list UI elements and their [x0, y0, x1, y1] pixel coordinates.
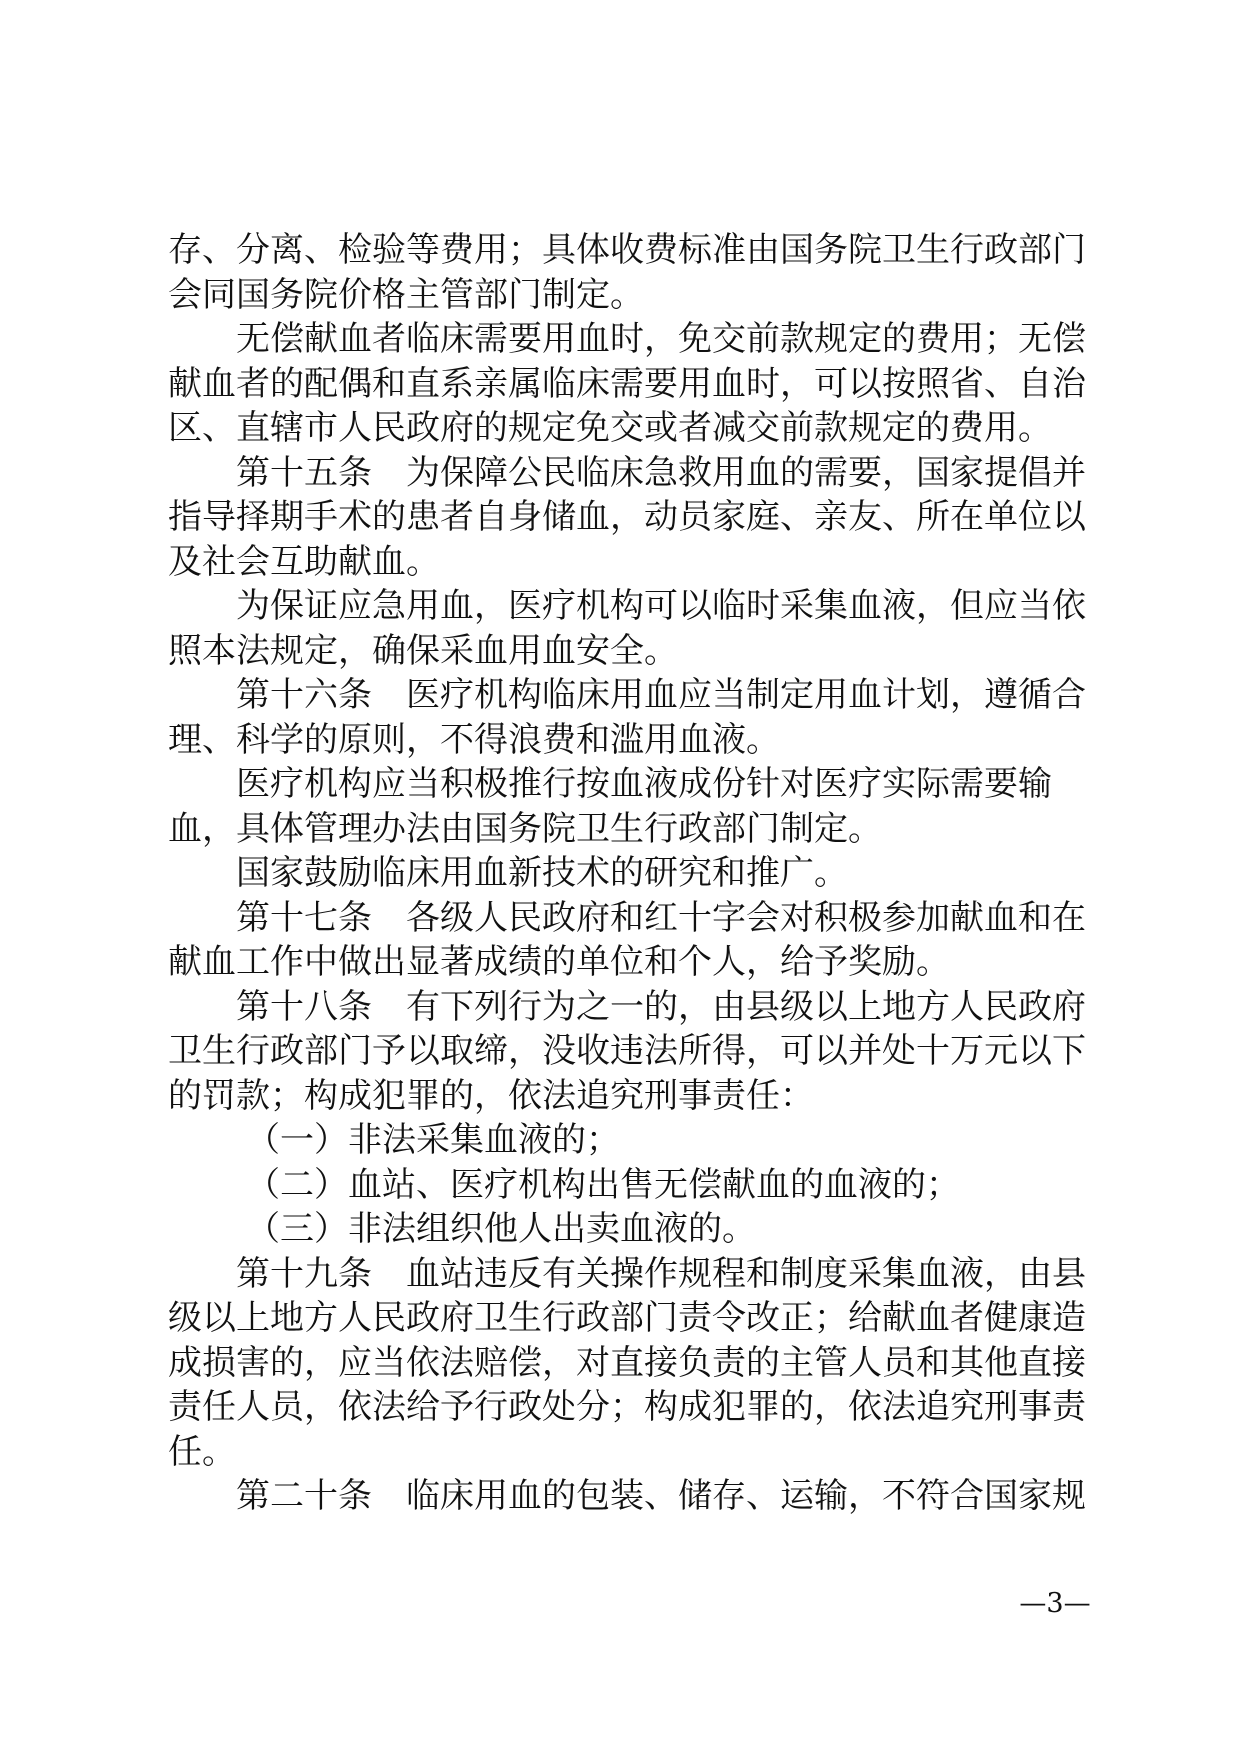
line-text: 献血工作中做出显著成绩的单位和个人，给予奖励。 [168, 942, 950, 982]
text-line [168, 1029, 1086, 1074]
text-line [168, 1296, 1086, 1341]
article-number: 第十九条 [236, 1253, 372, 1294]
article-number: 第二十条 [236, 1476, 372, 1516]
line-text: （三）非法组织他人出卖血液的。 [246, 1209, 756, 1249]
line-text: （一）非法采集血液的； [246, 1120, 620, 1160]
line-text: 医疗机构应当积极推行按血液成份针对医疗实际需要输 [236, 764, 1052, 804]
text-line [168, 273, 1078, 318]
text-line [168, 807, 1078, 852]
text-line [168, 362, 1086, 407]
text-line [168, 1163, 1078, 1208]
line-text: 成损害的，应当依法赔偿，对直接负责的主管人员和其他直接 [168, 1342, 1086, 1383]
line-text: 存、分离、检验等费用；具体收费标准由国务院卫生行政部门 [168, 230, 1086, 270]
text-line [168, 762, 1078, 807]
line-text: 的罚款；构成犯罪的，依法追究刑事责任： [168, 1075, 814, 1116]
article-number: 第十八条 [236, 986, 372, 1027]
text-line [168, 1474, 1086, 1519]
line-text: 理、科学的原则，不得浪费和滥用血液。 [168, 719, 780, 760]
line-text: 各级人民政府和红十字会对积极参加献血和在 [406, 897, 1086, 938]
text-line [168, 1207, 1078, 1252]
text-line [168, 1385, 1086, 1430]
text-line [168, 1074, 1078, 1119]
page-number: —3— [1019, 1588, 1091, 1619]
text-line [168, 495, 1086, 540]
line-text: 有下列行为之一的，由县级以上地方人民政府 [406, 986, 1086, 1027]
text-line [168, 718, 1078, 763]
line-text: 血，具体管理办法由国务院卫生行政部门制定。 [168, 808, 882, 849]
line-text: 级以上地方人民政府卫生行政部门责令改正；给献血者健康造 [168, 1298, 1086, 1338]
line-text: 血站违反有关操作规程和制度采集血液，由县 [406, 1253, 1086, 1294]
text-line [168, 940, 1078, 985]
line-text: （二）血站、医疗机构出售无偿献血的血液的； [246, 1164, 960, 1205]
text-line [168, 1341, 1086, 1386]
text-line [168, 451, 1086, 496]
text-line [168, 1118, 1078, 1163]
text-line [168, 1430, 1078, 1475]
line-text: 医疗机构临床用血应当制定用血计划，遵循合 [406, 675, 1086, 715]
line-text: 区、直辖市人民政府的规定免交或者减交前款规定的费用。 [168, 408, 1052, 448]
line-text: 指导择期手术的患者自身储血，动员家庭、亲友、所在单位以 [168, 497, 1086, 537]
line-text: 临床用血的包装、储存、运输，不符合国家规 [406, 1476, 1086, 1516]
article-number: 第十六条 [236, 675, 372, 715]
line-text: 献血者的配偶和直系亲属临床需要用血时，可以按照省、自治 [168, 363, 1086, 404]
text-line [168, 228, 1086, 273]
text-line [168, 851, 1078, 896]
line-text: 为保障公民临床急救用血的需要，国家提倡并 [406, 452, 1086, 493]
line-text: 国家鼓励临床用血新技术的研究和推广。 [236, 853, 848, 893]
line-text: 照本法规定，确保采血用血安全。 [168, 630, 678, 671]
text-line [168, 896, 1086, 941]
line-text: 无偿献血者临床需要用血时，免交前款规定的费用；无偿 [236, 319, 1086, 359]
text-line [168, 673, 1086, 718]
line-text: 卫生行政部门予以取缔，没收违法所得，可以并处十万元以下 [168, 1031, 1086, 1071]
line-text: 为保证应急用血，医疗机构可以临时采集血液，但应当依 [236, 586, 1086, 626]
text-line [168, 1252, 1086, 1297]
article-number: 第十七条 [236, 897, 372, 938]
article-number: 第十五条 [236, 452, 372, 493]
text-line [168, 317, 1086, 362]
text-line [168, 985, 1086, 1030]
body-text [168, 228, 1086, 1519]
text-line [168, 584, 1086, 629]
text-line [168, 540, 1078, 585]
line-text: 责任人员，依法给予行政处分；构成犯罪的，依法追究刑事责 [168, 1387, 1086, 1427]
line-text: 会同国务院价格主管部门制定。 [168, 274, 644, 315]
line-text: 任。 [168, 1431, 236, 1472]
text-line [168, 406, 1078, 451]
text-line [168, 629, 1078, 674]
line-text: 及社会互助献血。 [168, 541, 440, 582]
